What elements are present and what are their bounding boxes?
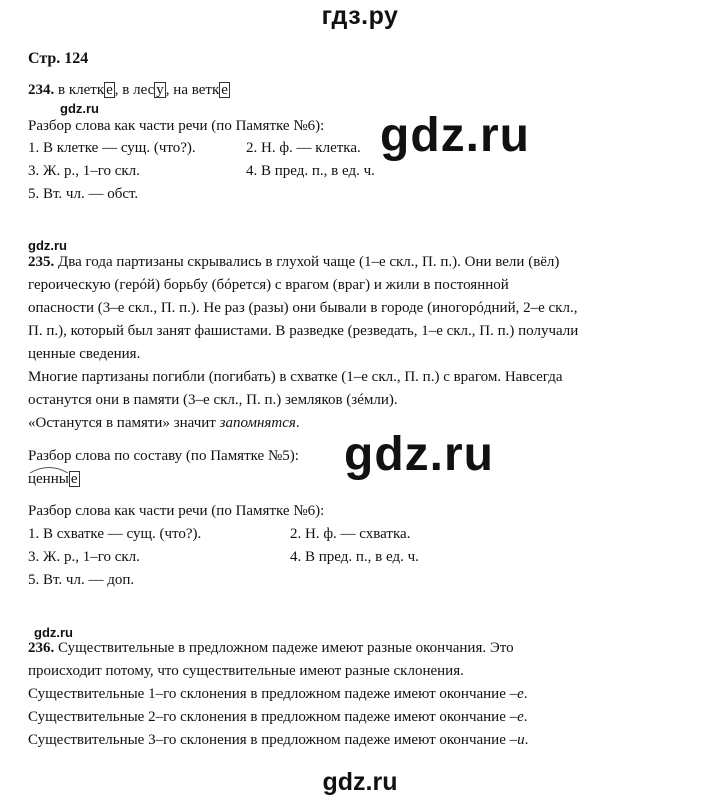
ex236-number: 236. [28, 640, 55, 656]
watermark-large: gdz.ru [344, 428, 494, 481]
ex234-parse-title: Разбор слова как части речи (по Памятке №6): [28, 118, 325, 134]
ex236-text: . [523, 686, 528, 702]
ex236-text: Существительные 2–го склонения в предложном падеже имеют окончание [28, 709, 510, 725]
ex235-number: 235. [28, 254, 55, 270]
ending-italic: –е [509, 709, 524, 725]
ex234-text: , на ветк [165, 82, 220, 98]
footer-watermark: gdz.ru [322, 768, 398, 796]
ex234-parse-1: 1. В клетке — сущ. (что?). [28, 140, 196, 156]
ex234-parse-3: 3. Ж. р., 1–го скл. [28, 163, 140, 179]
ex235-parse-5: 5. Вт. чл. — доп. [28, 572, 135, 588]
ex235-text: «Останутся в памяти» значит [28, 415, 220, 431]
ex235-line-2: героическую (герóй) борьбу (бóрется) с врагом (враг) и жили в постоянной [28, 277, 509, 293]
ex235-line-4: П. п.), который был занят фашистами. В разведке (резведать, 1–е скл., П. п.) получали [28, 323, 579, 339]
watermark-small: gdz.ru [28, 238, 67, 253]
ex234-number: 234. [28, 82, 55, 98]
ex234-parse-2: 2. Н. ф. — клетка. [246, 140, 361, 156]
ex236-text: . [523, 709, 528, 725]
watermark-small: gdz.ru [34, 625, 73, 640]
ex235-text: Два года партизаны скрывались в глухой чаще (1–е скл., П. п.). Они вели (вёл) [54, 254, 560, 270]
ex235-line-7: останутся они в памяти (3–е скл., П. п.) земляков (зéмли). [28, 392, 398, 408]
ex234-parse-4: 4. В пред. п., в ед. ч. [246, 163, 375, 179]
ending-box: е [106, 82, 113, 98]
ex234-text: в клетк [54, 82, 105, 98]
ex234-text: , в лес [114, 82, 155, 98]
ending-box: е [70, 471, 78, 487]
ending-box: е [221, 82, 228, 98]
ex236-line-2: происходит потому, что существительные имеют разные склонения. [28, 663, 464, 679]
ex235-line-5: ценные сведения. [28, 346, 141, 362]
ex236-text: Существительные в предложном падеже имеют разные окончания. Это [54, 640, 514, 656]
ex234-parse-5: 5. Вт. чл. — обст. [28, 186, 139, 202]
ending-italic: –е [509, 686, 524, 702]
ex235-parse-title: Разбор слова как части речи (по Памятке №6): [28, 503, 325, 519]
ex235-line-8 [28, 413, 300, 433]
ex235-parse-3: 3. Ж. р., 1–го скл. [28, 549, 140, 565]
ex235-morph-title: Разбор слова по составу (по Памятке №5): [28, 448, 299, 464]
ex235-italic: запомнятся [219, 415, 296, 431]
watermark-small: gdz.ru [60, 101, 99, 116]
page-title: Стр. 124 [28, 50, 89, 67]
ex236-line-1 [28, 638, 514, 658]
ex236-text: . [524, 732, 529, 748]
ex235-line-3: опасности (3–е скл., П. п.). Не раз (разы) они бывали в городе (иногорóдний, 2–е скл., [28, 300, 578, 316]
ex234-line [28, 80, 230, 100]
ex235-line-6: Многие партизаны погибли (погибать) в схватке (1–е скл., П. п.) с врагом. Навсегда [28, 369, 563, 385]
ex236-line-3 [28, 684, 528, 704]
site-header: гдз.ру [321, 2, 399, 30]
morph-suffix: ы [58, 471, 69, 487]
watermark-large: gdz.ru [380, 109, 530, 162]
ex235-parse-2: 2. Н. ф. — схватка. [290, 526, 411, 542]
ex235-text: . [295, 415, 300, 431]
ex236-text: Существительные 3–го склонения в предложном падеже имеют окончание [28, 732, 510, 748]
ex235-parse-1: 1. В схватке — сущ. (что?). [28, 526, 202, 542]
ending-box: у [156, 82, 164, 98]
ending-italic: –и [509, 732, 525, 748]
ex236-text: Существительные 1–го склонения в предложном падеже имеют окончание [28, 686, 510, 702]
ex235-line-1 [28, 252, 559, 272]
ex236-line-4 [28, 707, 528, 727]
ex235-parse-4: 4. В пред. п., в ед. ч. [290, 549, 419, 565]
ex235-morph-word [28, 469, 80, 489]
ex236-line-5 [28, 730, 528, 750]
morph-root: ценн [28, 471, 59, 487]
